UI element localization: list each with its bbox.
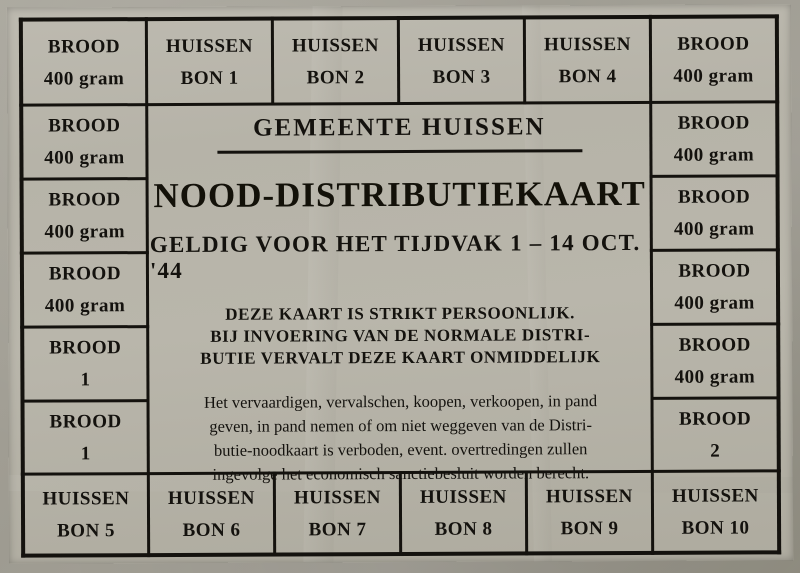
coupon-label-line1: HUISSEN <box>167 487 255 509</box>
coupon-label-line2: BON 2 <box>306 66 365 88</box>
coupon-label-line2: 400 gram <box>44 295 126 317</box>
coupon-label-line2: 400 gram <box>674 292 755 314</box>
coupon-top-1[interactable] <box>23 21 145 104</box>
fineprint-line-4: ingevolge het economisch sanctiebesluit worden berecht. <box>212 463 590 484</box>
coupon-label-line2: BON 9 <box>560 517 619 539</box>
legal-fineprint <box>165 389 635 487</box>
coupon-label-line1: BROOD <box>48 263 122 285</box>
coupon-left-1[interactable] <box>23 106 145 178</box>
coupon-label-line1: HUISSEN <box>165 35 253 57</box>
municipality-heading: GEMEENTE HUISSEN <box>253 113 546 142</box>
coupon-label-line1: BROOD <box>47 35 121 58</box>
coupon-right-4[interactable] <box>653 325 776 397</box>
coupon-label-line2: 400 gram <box>44 221 126 243</box>
coupon-top-6[interactable] <box>652 18 775 101</box>
coupon-label-line1: HUISSEN <box>293 486 381 508</box>
coupon-label-line2: 400 gram <box>673 218 755 240</box>
card-title: NOOD-DISTRIBUTIEKAART <box>153 173 646 216</box>
coupon-label-line1: HUISSEN <box>543 33 631 55</box>
coupon-bottom-1[interactable] <box>25 475 147 554</box>
municipality-underline <box>217 149 582 154</box>
fineprint-line-3: butie-noodkaart is verboden, event. overtredingen zullen <box>213 439 588 460</box>
card-center-panel <box>149 15 651 557</box>
coupon-label-line2: 400 gram <box>674 366 756 388</box>
coupon-label-line2: 1 <box>80 369 91 391</box>
coupon-right-3[interactable] <box>653 251 776 323</box>
coupon-label-line2: 400 gram <box>673 144 755 166</box>
notice-line-3: BUTIE VERVALT DEZE KAART ONMIDDELIJK <box>200 346 601 368</box>
validity-period: GELDIG VOOR HET TIJDVAK 1 – 14 OCT. '44 <box>149 229 641 284</box>
coupon-left-2[interactable] <box>24 180 146 252</box>
coupon-right-5[interactable] <box>654 399 777 470</box>
coupon-label-line1: BROOD <box>677 32 750 55</box>
notice-line-2: BIJ INVOERING VAN DE NORMALE DISTRI- <box>210 324 591 346</box>
coupon-label-line2: BON 5 <box>57 519 116 541</box>
fineprint-line-2: geven, in pand nemen of om niet weggeven van de Distri- <box>209 415 592 437</box>
coupon-label-line1: BROOD <box>49 337 122 359</box>
coupon-label-line1: BROOD <box>49 410 122 433</box>
notice-block <box>200 302 600 369</box>
coupon-label-line1: BROOD <box>677 186 751 208</box>
coupon-label-line2: BON 10 <box>681 516 750 539</box>
coupon-label-line2: BON 8 <box>434 518 493 540</box>
coupon-left-3[interactable] <box>24 254 146 326</box>
ration-card <box>7 4 793 563</box>
notice-line-1: DEZE KAART IS STRIKT PERSOONLIJK. <box>225 303 576 324</box>
coupon-left-5[interactable] <box>25 402 147 473</box>
coupon-label-line1: BROOD <box>48 115 121 137</box>
coupon-label-line2: BON 7 <box>308 518 367 540</box>
coupon-label-line2: BON 3 <box>432 66 491 88</box>
coupon-label-line1: BROOD <box>678 334 751 356</box>
coupon-label-line1: BROOD <box>678 407 752 430</box>
coupon-label-line1: HUISSEN <box>671 484 759 507</box>
coupon-right-2[interactable] <box>653 177 776 249</box>
coupon-grid <box>19 14 781 557</box>
coupon-label-line2: BON 4 <box>558 65 617 87</box>
coupon-bottom-6[interactable] <box>654 472 777 551</box>
coupon-label-line1: HUISSEN <box>42 487 130 510</box>
coupon-label-line1: HUISSEN <box>417 34 505 56</box>
coupon-label-line2: 400 gram <box>43 67 125 90</box>
coupon-label-line1: HUISSEN <box>291 34 379 56</box>
coupon-right-1[interactable] <box>652 103 775 175</box>
fineprint-line-1: Het vervaardigen, vervalschen, koopen, verkoopen, in pand <box>203 391 598 413</box>
coupon-label-line1: BROOD <box>678 260 751 282</box>
coupon-label-line1: HUISSEN <box>419 486 507 508</box>
coupon-label-line1: BROOD <box>677 112 750 134</box>
coupon-label-line2: 2 <box>710 440 721 462</box>
coupon-label-line2: 400 gram <box>673 64 754 87</box>
coupon-label-line1: HUISSEN <box>545 485 633 507</box>
coupon-label-line2: BON 1 <box>180 67 239 89</box>
coupon-left-4[interactable] <box>24 328 146 400</box>
coupon-label-line2: BON 6 <box>182 519 241 541</box>
coupon-label-line2: 1 <box>80 442 91 464</box>
coupon-label-line1: BROOD <box>48 189 121 211</box>
coupon-label-line2: 400 gram <box>44 147 125 169</box>
